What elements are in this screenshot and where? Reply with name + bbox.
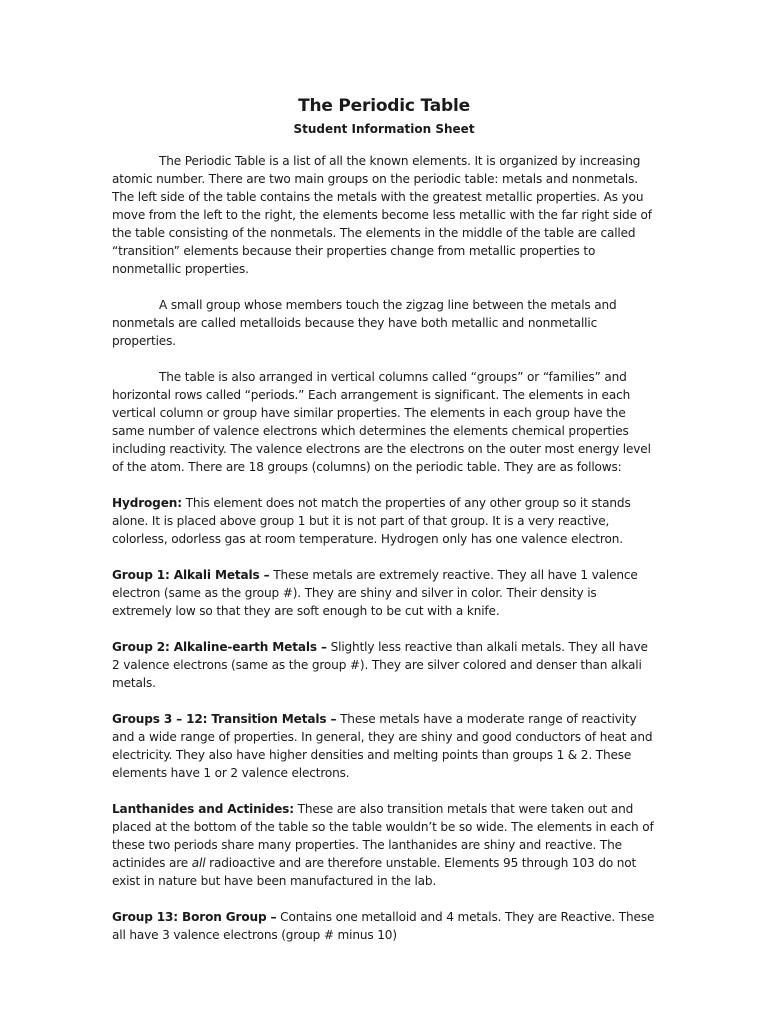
lanthanides-actinides-term: Lanthanides and Actinides:: [112, 802, 294, 816]
alkali-metals-text: These metals are extremely reactive. They all have 1 valence electron (same as the group #). They are shiny and silver in color. Their density is extremely low so that they are soft enough to be cut with a knife.: [112, 568, 638, 618]
lanthanides-actinides-emphasis: all: [191, 856, 206, 870]
boron-group-section: [112, 908, 656, 944]
groups-paragraph: The table is also arranged in vertical columns called “groups” or “families” and horizontal rows called “periods.” Each arrangement is significant. The elements in each vertical column or group have similar properties. The elements in each group have the same number of valence electrons which determines the elements chemical properties including reactivity. The valence electrons are the electrons on the outer most energy level of the atom. There are 18 groups (columns) on the periodic table. They are as follows:: [112, 370, 651, 474]
lanthanides-actinides-text-before: These are also transition metals that were taken out and placed at the bottom of the table so the table wouldn’t be so wide. The elements in each of these two periods share many properties. The lanthanides are shiny and reactive. The actinides are: [112, 802, 654, 870]
transition-metals-text: These metals have a moderate range of reactivity and a wide range of properties. In general, they are shiny and good conductors of heat and electricity. They also have higher densities and melting points than groups 1 & 2. These elements have 1 or 2 valence electrons.: [112, 712, 653, 780]
transition-metals-term: Groups 3 – 12: Transition Metals –: [112, 712, 337, 726]
alkaline-earth-term: Group 2: Alkaline-earth Metals –: [112, 640, 327, 654]
document-subtitle: Student Information Sheet: [293, 122, 475, 136]
lanthanides-actinides-text-after: radioactive and are therefore unstable. Elements 95 through 103 do not exist in nature but have been manufactured in the lab.: [112, 856, 637, 888]
alkaline-earth-text: Slightly less reactive than alkali metals. They all have 2 valence electrons (same as the group #). They are silver colored and denser than alkali metals.: [112, 640, 648, 690]
document-title: The Periodic Table: [298, 96, 470, 116]
boron-group-text: Contains one metalloid and 4 metals. They are Reactive. These all have 3 valence electrons (group # minus 10): [112, 910, 655, 942]
boron-group-term: Group 13: Boron Group –: [112, 910, 277, 924]
hydrogen-section: [112, 494, 656, 548]
intro-paragraph: The Periodic Table is a list of all the known elements. It is organized by increasing atomic number. There are two main groups on the periodic table: metals and nonmetals. The left side of the table contains the metals with the greatest metallic properties. As you move from the left to the right, the elements become less metallic with the far right side of the table consisting of the nonmetals. The elements in the middle of the table are called “transition” elements because their properties change from metallic properties to nonmetallic properties.: [112, 154, 652, 276]
hydrogen-term: Hydrogen:: [112, 496, 182, 510]
transition-metals-section: [112, 710, 656, 782]
lanthanides-actinides-section: [112, 800, 656, 890]
hydrogen-text: This element does not match the properties of any other group so it stands alone. It is placed above group 1 but it is not part of that group. It is a very reactive, colorless, odorless gas at room temperature. Hydrogen only has one valence electron.: [112, 496, 631, 546]
alkali-metals-section: [112, 566, 656, 620]
alkaline-earth-section: [112, 638, 656, 692]
alkali-metals-term: Group 1: Alkali Metals –: [112, 568, 270, 582]
metalloids-paragraph: A small group whose members touch the zigzag line between the metals and nonmetals are called metalloids because they have both metallic and nonmetallic properties.: [112, 298, 617, 348]
